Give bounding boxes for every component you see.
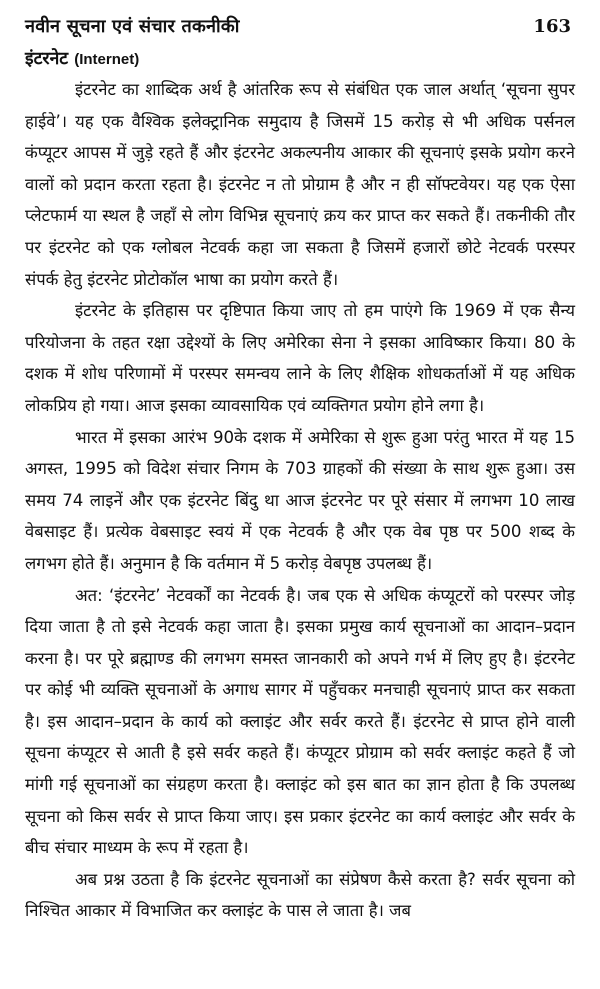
section-heading-english: (Internet) [74, 51, 140, 68]
paragraph-india: भारत में इसका आरंभ 90के दशक में अमेरिका से शुरू हुआ परंतु भारत में यह 15 अगस्त, 1995 को विदेश संचार निगम के 703 ग्राहकों की संख्या के साथ शुरू हुआ। उस समय 74 लाइनें और एक इंटरनेट बिंदु था आज इंटरनेट पर पूरे संसार में लगभग 10 लाख वेबसाइट हैं। प्रत्येक वेबसाइट स्वयं में एक नेटवर्क है और एक वेब पृष्ठ पर 500 शब्द के लगभग होते हैं। अनुमान है कि वर्तमान में 5 करोड़ वेबपृष्ठ उपलब्ध हैं। [25, 427, 575, 573]
running-title: नवीन सूचना एवं संचार तकनीकी [25, 16, 240, 37]
section-heading [25, 46, 575, 74]
paragraph-history: इंटरनेट के इतिहास पर दृष्टिपात किया जाए तो हम पाएंगे कि 1969 में एक सैन्य परियोजना के तहत रक्षा उद्देश्यों के लिए अमेरिका सेना ने इसका आविष्कार किया। 80 के दशक में शोध परिणामों में परस्पर समन्वय लाने के लिए शैक्षिक शोधकर्ताओं में यह अधिक लोकप्रिय हो गया। आज इसका व्यावसायिक एवं व्यक्तिगत प्रयोग होने लगा है। [25, 301, 575, 415]
paragraph-network-of-networks: अत: ‘इंटरनेट’ नेटवर्कों का नेटवर्क है। जब एक से अधिक कंप्यूटरों को परस्पर जोड़ दिया जाता है तो इसे नेटवर्क कहा जाता है। इसका प्रमुख कार्य सूचनाओं का आदान–प्रदान करना है। पर पूरे ब्रह्माण्ड की लगभग समस्त जानकारी को अपने गर्भ में लिए हुए है। इंटरनेट पर कोई भी व्यक्ति सूचनाओं के अगाध सागर में पहुँचकर मनचाही सूचनाएं प्राप्त कर सकता है। इस आदान–प्रदान के कार्य को क्लाइंट और सर्वर करते हैं। इंटरनेट से प्राप्त होने वाली सूचना कंप्यूटर से आती है इसे सर्वर कहते हैं। कंप्यूटर प्रोग्राम को सर्वर क्लाइंट कहते हैं जो मांगी गई सूचनाओं का संग्रहण करता है। क्लाइंट को इस बात का ज्ञान होता है कि उपलब्ध सूचना को किस सर्वर से प्राप्त किया जाए। इस प्रकार इंटरनेट का कार्य क्लाइंट और सर्वर के बीच संचार माध्यम के रूप में रहता है। [25, 585, 575, 858]
running-head [25, 14, 575, 44]
paragraph-transmission: अब प्रश्न उठता है कि इंटरनेट सूचनाओं का संप्रेषण कैसे करता है? सर्वर सूचना को निश्चित आकार में विभाजित कर क्लाइंट के पास ले जाता है। जब [25, 869, 575, 921]
section-heading-hindi: इंटरनेट [25, 49, 69, 69]
book-page [25, 14, 575, 927]
paragraph-definition: इंटरनेट का शाब्दिक अर्थ है आंतरिक रूप से संबंधित एक जाल अर्थात् ‘सूचना सुपर हाईवे’। यह एक वैश्विक इलेक्ट्रानिक समुदाय है जिसमें 15 करोड़ से भी अधिक पर्सनल कंप्यूटर आपस में जुड़े रहते हैं और इंटरनेट अकल्पनीय आकार की सूचनाएं इसके प्रयोग करने वालों को प्रदान करता रहता है। इंटरनेट न तो प्रोग्राम है और न ही सॉफ्टवेयर। यह एक ऐसा प्लेटफार्म या स्थल है जहाँ से लोग विभिन्न सूचनाएं क्रय कर प्राप्त कर सकते हैं। तकनीकी तौर पर इंटरनेट को एक ग्लोबल नेटवर्क कहा जा सकता है जिसमें हजारों छोटे नेटवर्क परस्पर संपर्क हेतु इंटरनेट प्रोटोकॉल भाषा का प्रयोग करते हैं। [25, 80, 575, 289]
page-number: 163 [533, 16, 571, 37]
